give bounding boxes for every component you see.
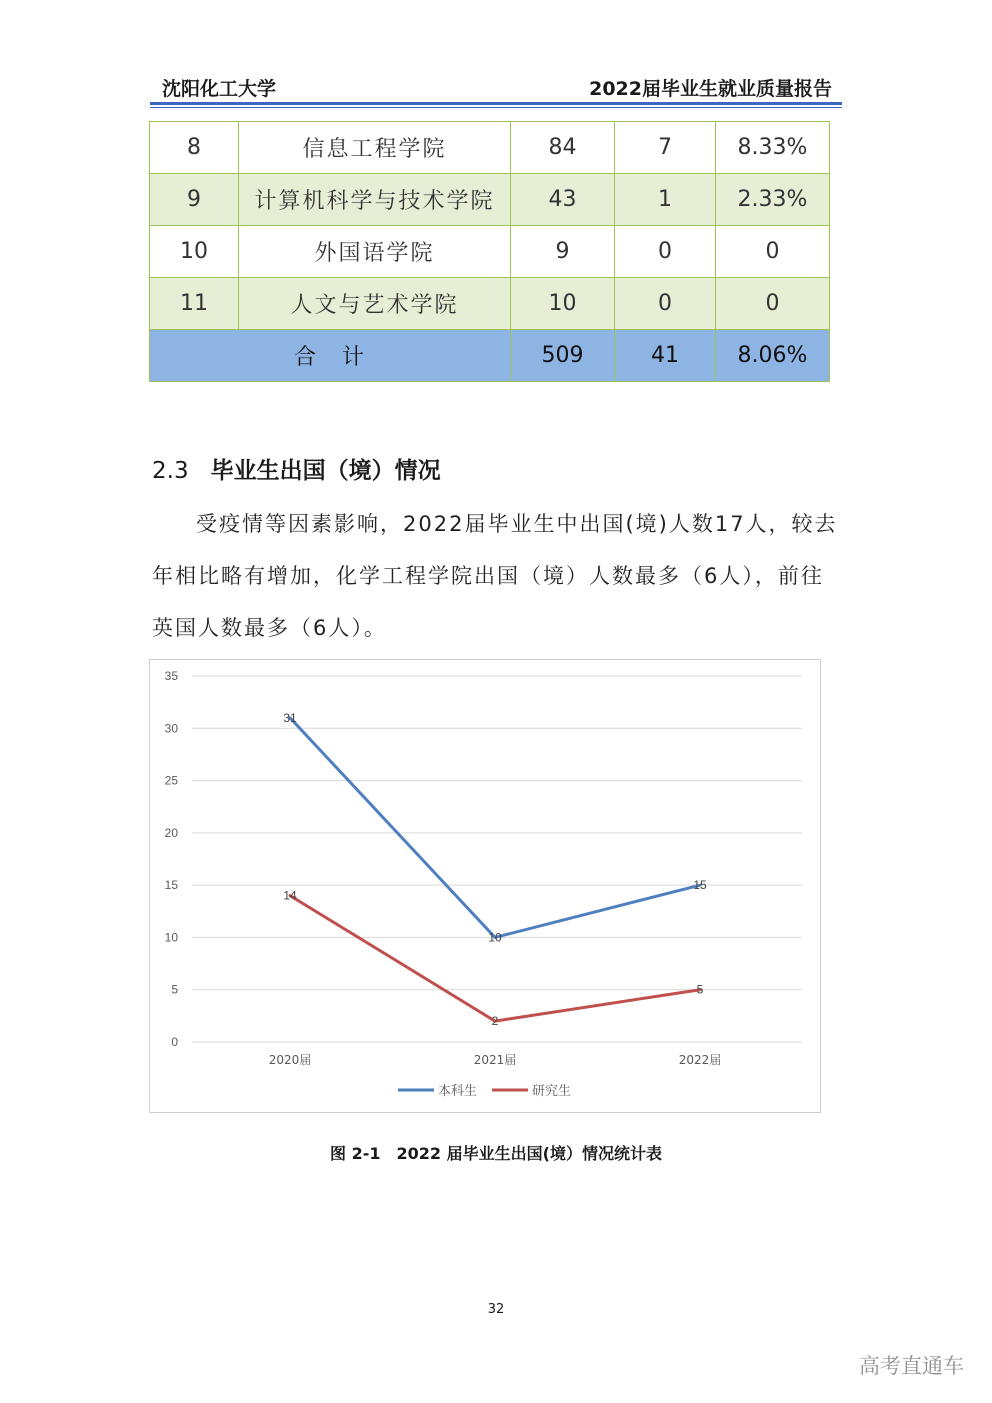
row-number: 11: [150, 278, 239, 330]
data-label: 15: [693, 878, 707, 893]
watermark-text: 高考直通车: [859, 1354, 964, 1378]
section-heading: [152, 452, 441, 485]
total-count: 509: [511, 330, 615, 382]
y-tick-label: 15: [164, 878, 178, 893]
row-rate: 0: [716, 226, 830, 278]
y-tick-label: 20: [164, 825, 178, 840]
row-number: 10: [150, 226, 239, 278]
row-number: 8: [150, 122, 239, 174]
row-abroad: 1: [615, 174, 716, 226]
row-count: 9: [511, 226, 615, 278]
table-row: [150, 226, 830, 278]
series-line-1: [290, 718, 700, 938]
row-abroad: 0: [615, 226, 716, 278]
row-abroad: 7: [615, 122, 716, 174]
table-row: [150, 122, 830, 174]
table-row: [150, 174, 830, 226]
section-title: 毕业生出国（境）情况: [210, 458, 441, 484]
row-college: 外国语学院: [239, 226, 511, 278]
row-abroad: 0: [615, 278, 716, 330]
y-tick-label: 30: [164, 721, 178, 736]
x-tick-label: 2020届: [268, 1053, 312, 1067]
page-number: 32: [487, 1302, 505, 1317]
header-rule-thin: [150, 107, 842, 108]
y-tick-label: 35: [164, 669, 178, 683]
data-label: 2: [491, 1014, 499, 1029]
header-school-name: 沈阳化工大学: [162, 78, 277, 100]
data-label: 14: [283, 888, 297, 903]
row-college: 人文与艺术学院: [239, 278, 511, 330]
x-tick-label: 2022届: [678, 1053, 722, 1067]
header-rule-thick: [150, 102, 842, 105]
row-number: 9: [150, 174, 239, 226]
college-abroad-table: [149, 121, 830, 382]
total-abroad: 41: [615, 330, 716, 382]
row-count: 84: [511, 122, 615, 174]
row-count: 10: [511, 278, 615, 330]
y-tick-label: 25: [164, 773, 178, 788]
row-college: 信息工程学院: [239, 122, 511, 174]
series-line-2: [290, 896, 700, 1021]
total-label: 合 计: [150, 330, 511, 382]
row-rate: 8.33%: [716, 122, 830, 174]
row-college: 计算机科学与技术学院: [239, 174, 511, 226]
total-rate: 8.06%: [716, 330, 830, 382]
header-report-title: 2022届毕业生就业质量报告: [589, 78, 832, 100]
y-tick-label: 10: [164, 930, 178, 945]
legend-label: 本科生: [438, 1084, 478, 1099]
row-rate: 0: [716, 278, 830, 330]
row-rate: 2.33%: [716, 174, 830, 226]
data-label: 31: [283, 710, 297, 725]
chart-svg: [150, 660, 820, 1112]
section-paragraph: 受疫情等因素影响，2022届毕业生中出国(境)人数17人，较去年相比略有增加，化学工程学院出国（境）人数最多（6人），前往英国人数最多（6人）。: [152, 512, 838, 640]
table-row: [150, 278, 830, 330]
legend-label: 研究生: [532, 1084, 572, 1099]
data-label: 10: [488, 930, 502, 945]
abroad-line-chart: [149, 659, 821, 1113]
figure-caption: 图 2-1 2022 届毕业生出国(境）情况统计表: [330, 1144, 662, 1163]
section-number: 2.3: [152, 458, 189, 484]
row-count: 43: [511, 174, 615, 226]
x-tick-label: 2021届: [473, 1053, 517, 1067]
y-tick-label: 0: [171, 1035, 178, 1049]
y-tick-label: 5: [171, 982, 178, 997]
table-total-row: [150, 330, 830, 382]
data-label: 5: [696, 982, 704, 997]
